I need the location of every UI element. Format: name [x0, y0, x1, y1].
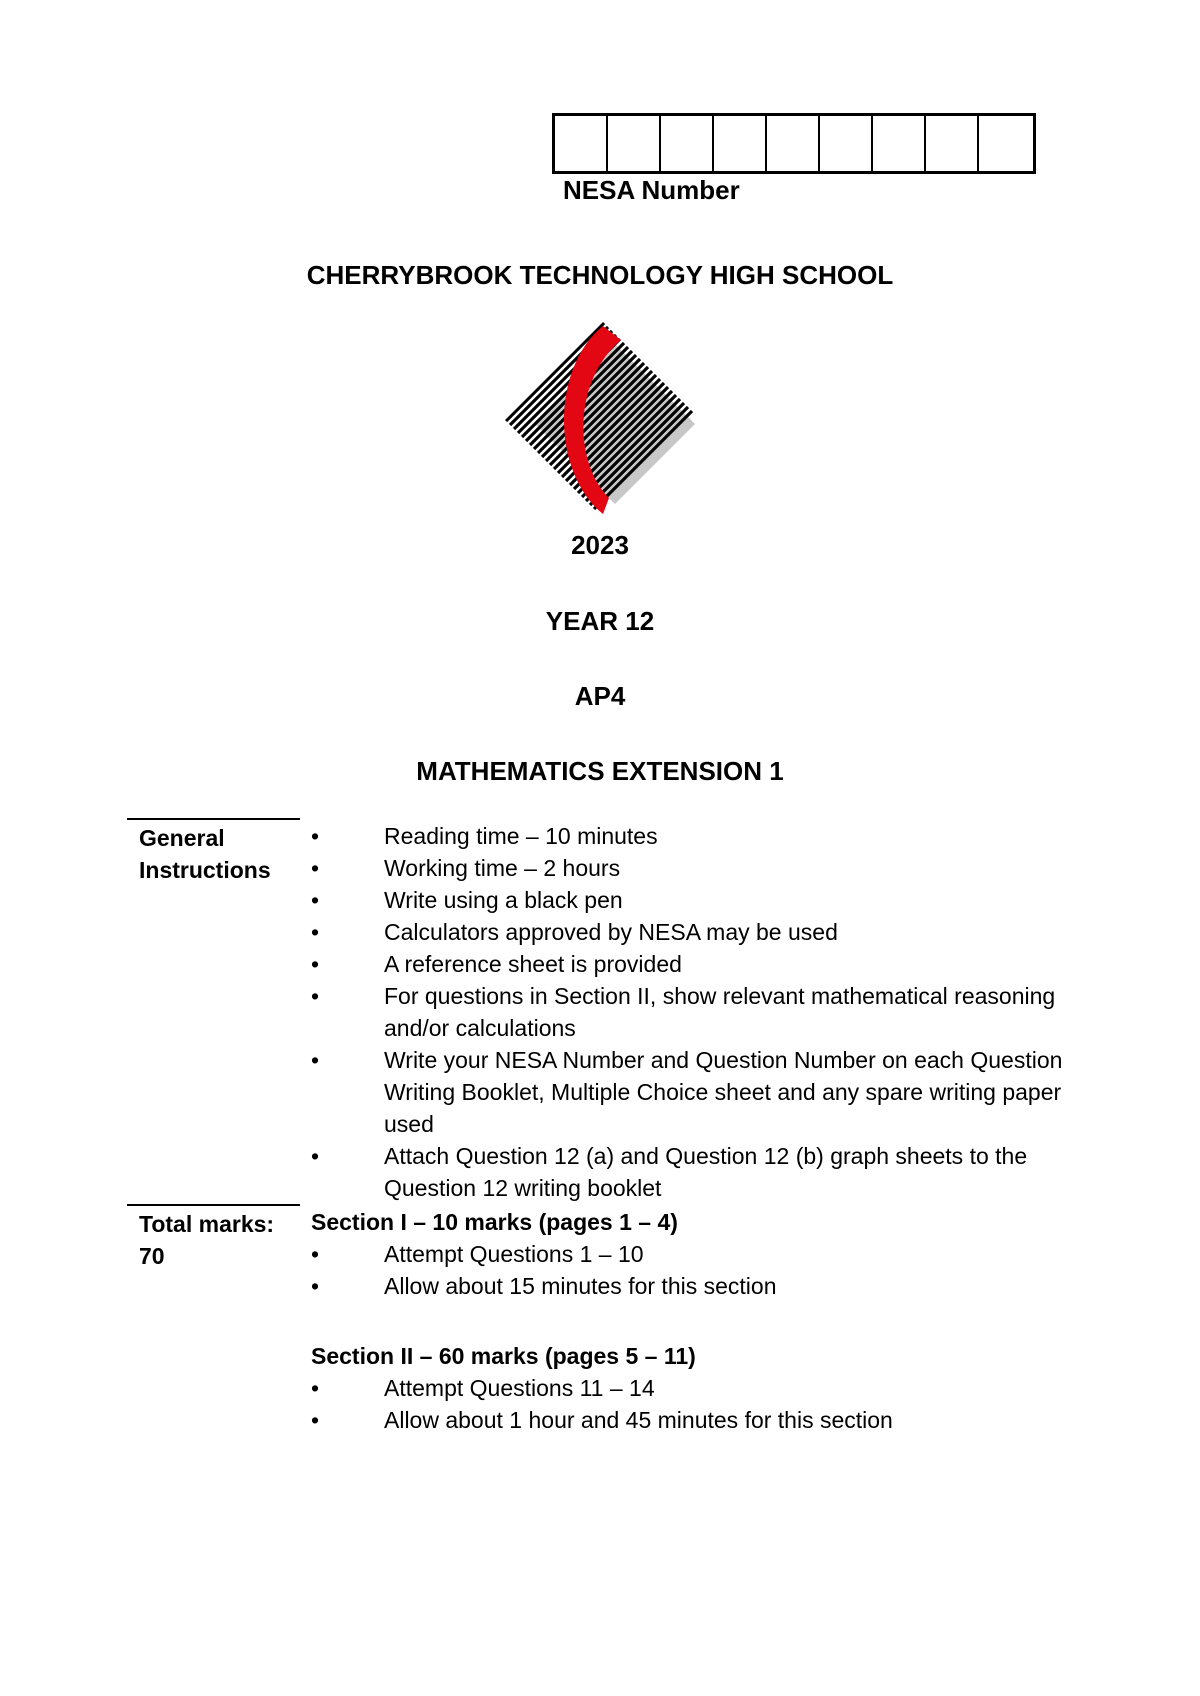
nesa-digit-box[interactable]	[661, 116, 714, 171]
list-item: • Calculators approved by NESA may be used	[311, 919, 838, 945]
general-instructions-list	[300, 818, 1072, 1204]
section-1-heading: Section I – 10 marks (pages 1 – 4)	[311, 1209, 678, 1235]
list-item: • Working time – 2 hours	[311, 855, 621, 881]
year-level: YEAR 12	[545, 606, 655, 636]
list-item: • Attempt Questions 11 – 14	[311, 1375, 655, 1401]
nesa-number-label: NESA Number	[563, 175, 740, 205]
exam-year: 2023	[571, 530, 629, 560]
list-item: • Allow about 15 minutes for this section	[311, 1273, 777, 1299]
general-instructions-label: General Instructions	[127, 818, 300, 1204]
school-crest-logo	[505, 322, 701, 518]
nesa-digit-box[interactable]	[714, 116, 767, 171]
school-name: CHERRYBROOK TECHNOLOGY HIGH SCHOOL	[306, 260, 894, 290]
list-item: • Allow about 1 hour and 45 minutes for this section	[311, 1407, 893, 1433]
list-item: • For questions in Section II, show relevant mathematical reasoning and/or calculations	[311, 983, 1056, 1041]
nesa-digit-box[interactable]	[555, 116, 608, 171]
general-instructions-row	[127, 818, 1072, 1204]
nesa-digit-box[interactable]	[979, 116, 1033, 171]
list-item: • Write your NESA Number and Question Number on each Question Writing Booklet, Multiple Choice sheet and any spare writing paper used	[311, 1047, 1063, 1137]
list-item: • Reading time – 10 minutes	[311, 823, 658, 849]
section-2-heading: Section II – 60 marks (pages 5 – 11)	[311, 1343, 696, 1369]
nesa-digit-box[interactable]	[820, 116, 873, 171]
list-item: • Attach Question 12 (a) and Question 12 (b) graph sheets to the Question 12 writing booklet	[311, 1143, 1028, 1201]
instructions-table	[127, 818, 1072, 1436]
list-item: • A reference sheet is provided	[311, 951, 682, 977]
total-marks-row	[127, 1204, 1072, 1436]
total-marks-label: Total marks: 70	[127, 1204, 300, 1436]
nesa-digit-box[interactable]	[926, 116, 979, 171]
nesa-digit-box[interactable]	[767, 116, 820, 171]
list-item: • Attempt Questions 1 – 10	[311, 1241, 644, 1267]
nesa-digit-box[interactable]	[873, 116, 926, 171]
sections-list	[300, 1204, 1072, 1436]
list-item: • Write using a black pen	[311, 887, 623, 913]
subject-title: MATHEMATICS EXTENSION 1	[416, 756, 784, 786]
nesa-digit-box[interactable]	[608, 116, 661, 171]
section-spacer	[311, 1302, 1072, 1340]
assessment-name: AP4	[574, 681, 626, 711]
nesa-number-boxes[interactable]	[552, 113, 1036, 174]
